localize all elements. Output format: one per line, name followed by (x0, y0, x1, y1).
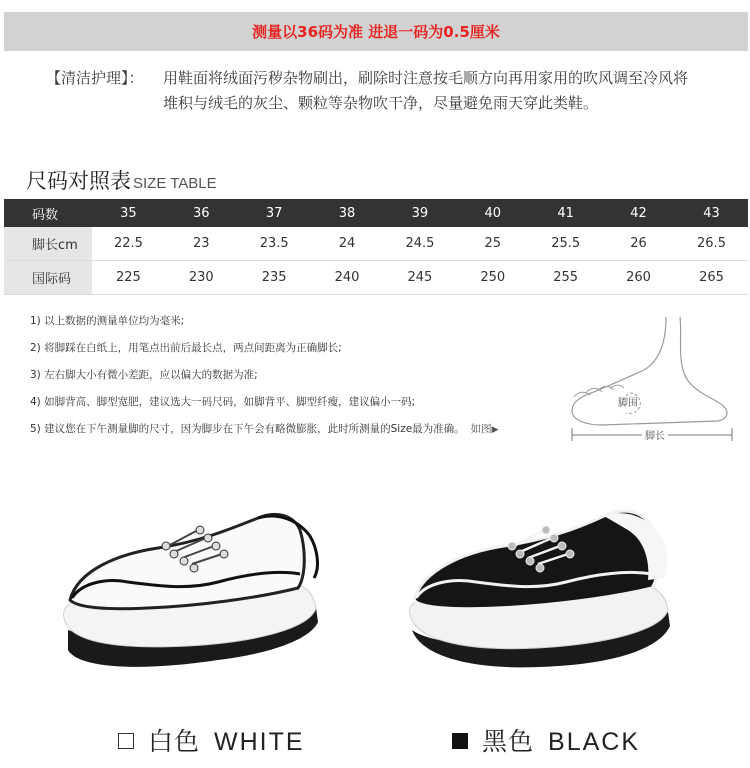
table-cell: 25.5 (529, 227, 602, 261)
foot-length-label: 脚长 (642, 427, 668, 442)
table-cell: 26.5 (675, 227, 748, 261)
note-item: 1) 以上数据的测量单位均为毫米; (30, 315, 185, 327)
color-option-white (118, 722, 305, 758)
table-cell: 22.5 (92, 227, 165, 261)
table-cell: 230 (165, 261, 238, 295)
foot-girth-label: 脚围 (618, 398, 638, 409)
row-label: 国际码 (4, 261, 92, 295)
white-swatch-icon (118, 733, 134, 749)
size-table (4, 199, 748, 295)
table-cell: 23 (165, 227, 238, 261)
foot-outline-illustration (562, 315, 742, 445)
black-swatch-icon (452, 733, 468, 749)
table-cell: 41 (529, 199, 602, 227)
color-option-black (452, 722, 640, 758)
size-row-foot-length (4, 227, 748, 261)
right-triangle-icon: ▶ (491, 425, 499, 435)
table-cell: 24.5 (384, 227, 457, 261)
table-cell: 42 (602, 199, 675, 227)
note-item: 3) 左右脚大小有微小差距，应以偏大的数据为准; (30, 369, 258, 381)
size-notice-banner (4, 12, 748, 51)
table-cell: 35 (92, 199, 165, 227)
color-name-cn: 白色 (148, 727, 201, 756)
table-cell: 36 (165, 199, 238, 227)
color-name-en: BLACK (548, 728, 640, 756)
row-label: 脚长cm (4, 227, 92, 261)
color-options (0, 720, 750, 760)
see-figure-label: 如图 (470, 423, 492, 435)
size-table-title (26, 165, 217, 195)
note-text: 5) 建议您在下午测量脚的尺寸，因为脚步在下午会有略微膨胀，此时所测量的Size最为准确。 (30, 423, 465, 435)
size-table-title-en: SIZE TABLE (133, 175, 217, 192)
white-sneaker-image (48, 490, 338, 684)
color-name-en: WHITE (214, 728, 305, 756)
table-cell: 250 (456, 261, 529, 295)
care-text: 用鞋面将绒面污秽杂物刷出，刷除时注意按毛顺方向再用家用的吹风调至冷风将堆积与绒毛的灰尘、颗粒等杂物吹干净，尽量避免雨天穿此类鞋。 (163, 69, 689, 112)
table-cell: 40 (456, 199, 529, 227)
color-name-cn: 黑色 (482, 727, 535, 756)
table-cell: 235 (238, 261, 311, 295)
size-row-eu (4, 199, 748, 227)
size-table-title-cn: 尺码对照表 (26, 169, 131, 193)
note-item: 4) 如脚背高、脚型宽肥，建议选大一码尺码，如脚背平、脚型纤瘦，建议偏小一码; (30, 396, 416, 408)
size-row-international (4, 261, 748, 295)
table-cell: 38 (311, 199, 384, 227)
table-cell: 39 (384, 199, 457, 227)
table-cell: 26 (602, 227, 675, 261)
table-cell: 37 (238, 199, 311, 227)
table-cell: 245 (384, 261, 457, 295)
note-item: 2) 将脚踩在白纸上，用笔点出前后最长点，两点间距离为正确脚长; (30, 342, 342, 354)
table-cell: 255 (529, 261, 602, 295)
measurement-notes (30, 308, 499, 443)
note-item-last (30, 416, 499, 443)
table-cell: 240 (311, 261, 384, 295)
table-cell: 25 (456, 227, 529, 261)
table-cell: 23.5 (238, 227, 311, 261)
table-cell: 260 (602, 261, 675, 295)
table-cell: 24 (311, 227, 384, 261)
care-label: 【清洁护理】： (46, 69, 144, 87)
black-sneaker-image (398, 490, 688, 684)
foot-diagram (562, 315, 742, 445)
table-cell: 225 (92, 261, 165, 295)
table-cell: 43 (675, 199, 748, 227)
row-label: 码数 (4, 199, 92, 227)
size-notice-text: 测量以36码为准 进退一码为0.5厘米 (252, 23, 500, 41)
table-cell: 265 (675, 261, 748, 295)
